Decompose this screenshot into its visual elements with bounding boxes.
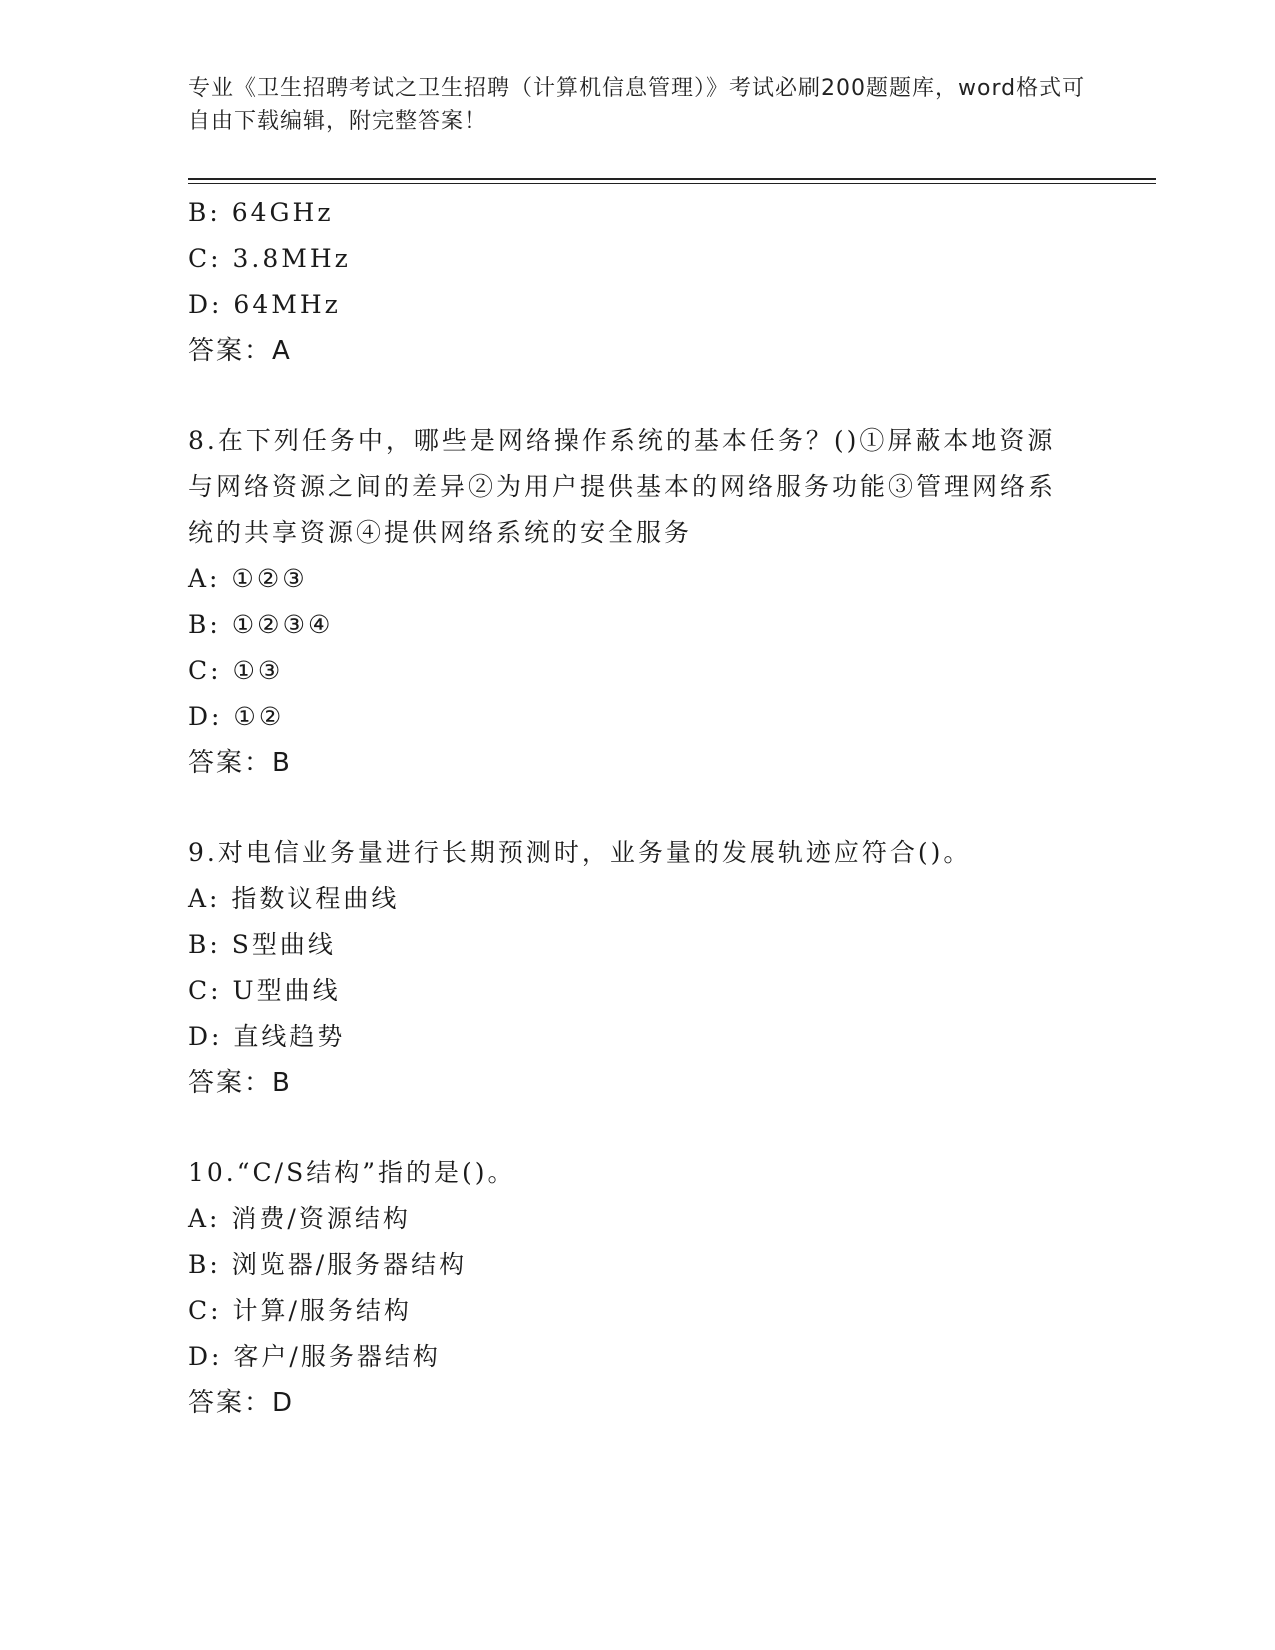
question-stem: 10.“C/S结构”指的是()。 — [188, 1158, 516, 1187]
option-b: B: ①②③④ — [188, 610, 334, 639]
option-b: B: S型曲线 — [188, 930, 336, 959]
option-c: C: 3.8MHz — [188, 244, 351, 273]
document-body — [188, 190, 1088, 1426]
option-d: D: 客户/服务器结构 — [188, 1342, 441, 1371]
question-partial — [188, 190, 1088, 374]
option-a: A: ①②③ — [188, 564, 308, 593]
option-c: C: ①③ — [188, 656, 284, 685]
spacer — [188, 786, 1088, 830]
question-8 — [188, 418, 1088, 786]
answer-line: 答案：B — [188, 1068, 292, 1098]
option-b: B: 64GHz — [188, 198, 334, 227]
option-c: C: U型曲线 — [188, 976, 341, 1005]
question-stem: 8.在下列任务中，哪些是网络操作系统的基本任务？()①屏蔽本地资源与网络资源之间的差异②为用户提供基本的网络服务功能③管理网络系统的共享资源④提供网络系统的安全服务 — [188, 426, 1057, 547]
question-stem: 9.对电信业务量进行长期预测时，业务量的发展轨迹应符合()。 — [188, 838, 972, 867]
option-a: A: 消费/资源结构 — [188, 1204, 411, 1233]
document-header: 专业《卫生招聘考试之卫生招聘（计算机信息管理）》考试必刷200题题库，word格式可自由下载编辑，附完整答案！ — [188, 76, 1086, 134]
option-d: D: ①② — [188, 702, 285, 731]
spacer — [188, 1106, 1088, 1150]
option-a: A: 指数议程曲线 — [188, 884, 400, 913]
question-10 — [188, 1150, 1088, 1426]
option-c: C: 计算/服务结构 — [188, 1296, 412, 1325]
answer-line: 答案：D — [188, 1388, 295, 1418]
option-d: D: 64MHz — [188, 290, 341, 319]
answer-line: 答案：B — [188, 748, 292, 778]
answer-line: 答案：A — [188, 336, 292, 366]
option-d: D: 直线趋势 — [188, 1022, 346, 1051]
header-rule-thick — [188, 178, 1156, 180]
header-rule-thin — [188, 183, 1156, 184]
spacer — [188, 374, 1088, 418]
option-b: B: 浏览器/服务器结构 — [188, 1250, 468, 1279]
question-9 — [188, 830, 1088, 1106]
